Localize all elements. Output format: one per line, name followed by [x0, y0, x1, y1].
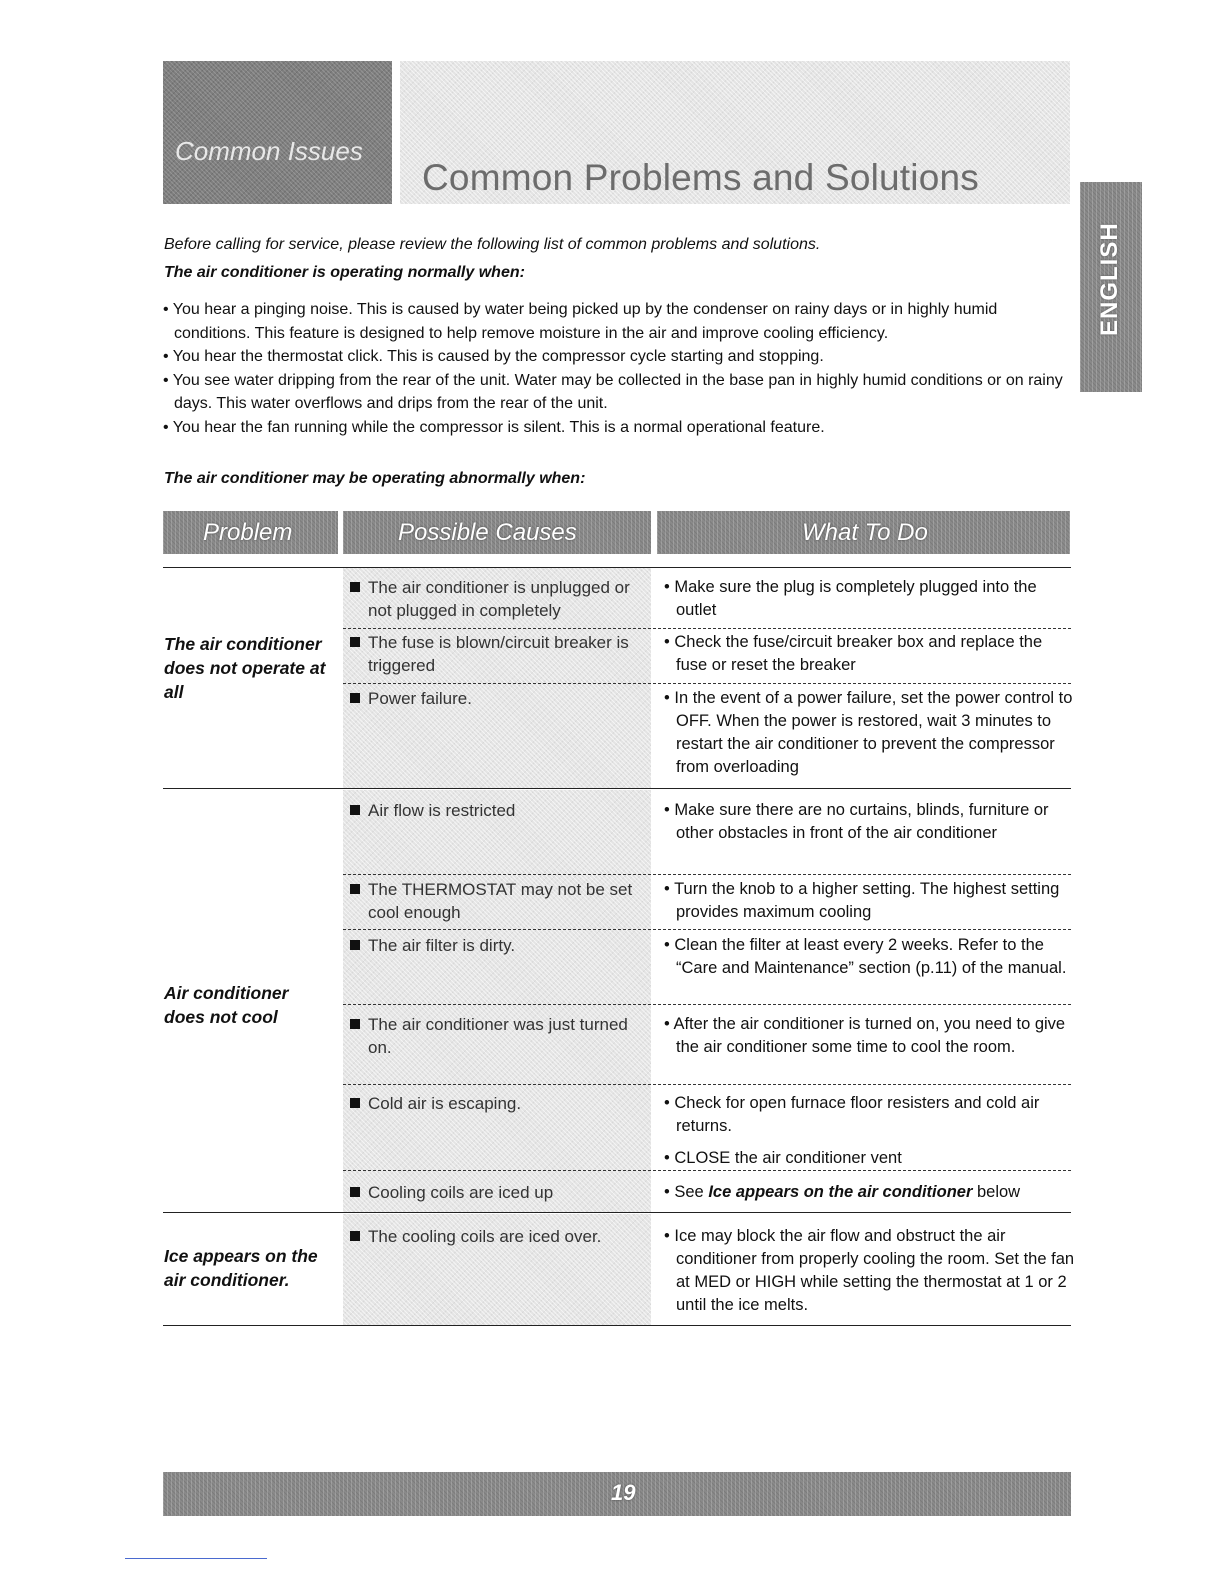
- cause-text: Power failure.: [368, 689, 472, 708]
- header-what-label: What To Do: [802, 519, 928, 546]
- fix-item: • Check the fuse/circuit breaker box and replace the fuse or reset the breaker: [664, 633, 1043, 674]
- bullet-square-icon: [350, 637, 360, 647]
- cause-item: [346, 631, 648, 677]
- row-divider: [343, 1004, 1071, 1005]
- cause-item: [346, 1092, 648, 1115]
- bullet-square-icon: [350, 582, 360, 592]
- cause-item: [346, 1225, 648, 1248]
- causes-column-bg: [343, 790, 651, 1212]
- bullet-square-icon: [350, 884, 360, 894]
- cause-text: Cooling coils are iced up: [368, 1183, 554, 1202]
- cause-item: [346, 878, 648, 924]
- fix-item: • Make sure the plug is completely plugged into the outlet: [664, 578, 1037, 619]
- header-causes-label: Possible Causes: [398, 519, 577, 546]
- row-divider: [343, 874, 1071, 875]
- cause-text: Cold air is escaping.: [368, 1094, 522, 1113]
- row-divider: [343, 929, 1071, 930]
- fix-item: • In the event of a power failure, set the power control to OFF. When the power is restored, wait 3 minutes to restart the air conditioner to prevent the compressor from overloading: [664, 689, 1073, 776]
- cause-text: The air filter is dirty.: [368, 936, 516, 955]
- page-number: 19: [611, 1480, 636, 1505]
- fix-item: • CLOSE the air conditioner vent: [664, 1149, 902, 1167]
- cause-text: The air conditioner was just turned on.: [368, 1015, 628, 1057]
- table-rule: [163, 1212, 1071, 1213]
- divider-line: [125, 1558, 267, 1559]
- table-rule: [163, 1325, 1071, 1326]
- section-label: Common Issues: [175, 136, 363, 166]
- problem-label: The air conditioner does not operate at all: [164, 634, 326, 702]
- header-causes: [343, 511, 651, 554]
- cause-item: [346, 576, 648, 622]
- fix-item: • Turn the knob to a higher setting. The highest setting provides maximum cooling: [664, 880, 1060, 921]
- list-item: • You hear the fan running while the compressor is silent. This is a normal operational feature.: [163, 418, 825, 436]
- fix-item: [664, 1181, 1076, 1204]
- cause-item: [346, 934, 648, 957]
- cause-text: The fuse is blown/circuit breaker is triggered: [368, 633, 629, 675]
- bullet-square-icon: [350, 805, 360, 815]
- row-divider: [343, 628, 1071, 629]
- fix-emphasis: Ice appears on the air conditioner: [708, 1183, 973, 1201]
- bullet-square-icon: [350, 1098, 360, 1108]
- list-item: • You see water dripping from the rear of the unit. Water may be collected in the base pan in highly humid conditions or on rainy days. This water overflows and drips from the rear of the unit.: [163, 371, 1063, 412]
- title-banner: [400, 61, 1070, 204]
- fix-item: • After the air conditioner is turned on, you need to give the air conditioner some time to cool the room.: [664, 1015, 1066, 1056]
- bullet-square-icon: [350, 1231, 360, 1241]
- cause-item: [346, 799, 648, 822]
- page-footer-bar: [163, 1472, 1071, 1516]
- row-divider: [343, 1084, 1071, 1085]
- problem-label: Air conditioner does not cool: [164, 983, 289, 1027]
- header-what-to-do: [657, 511, 1070, 554]
- page-title: Common Problems and Solutions: [422, 157, 979, 198]
- bullet-square-icon: [350, 1187, 360, 1197]
- problem-label: Ice appears on the air conditioner.: [164, 1246, 318, 1290]
- fix-item: • Clean the filter at least every 2 weeks. Refer to the “Care and Maintenance” section (p.11) of the manual.: [664, 936, 1067, 977]
- bullet-square-icon: [350, 940, 360, 950]
- list-item: • You hear the thermostat click. This is caused by the compressor cycle starting and stopping.: [163, 348, 824, 365]
- cause-text: Air flow is restricted: [368, 801, 516, 820]
- cause-text: The air conditioner is unplugged or not plugged in completely: [368, 578, 630, 620]
- fix-suffix: below: [972, 1183, 1021, 1201]
- header-problem: [163, 511, 338, 554]
- cause-item: [346, 1181, 648, 1204]
- cause-text: The THERMOSTAT may not be set cool enough: [368, 880, 633, 922]
- row-divider: [343, 1170, 1071, 1171]
- cause-item: [346, 1013, 648, 1059]
- fix-item: • Make sure there are no curtains, blinds, furniture or other obstacles in front of the air conditioner: [664, 801, 1049, 842]
- normal-heading: The air conditioner is operating normally when:: [164, 264, 525, 281]
- fix-prefix: • See: [664, 1183, 709, 1201]
- cause-item: [346, 687, 648, 710]
- abnormal-heading: The air conditioner may be operating abnormally when:: [164, 470, 586, 487]
- section-label-box: [163, 61, 392, 204]
- row-divider: [343, 683, 1071, 684]
- normal-list: [163, 298, 1068, 439]
- language-tab-label: ENGLISH: [1096, 222, 1123, 336]
- bullet-square-icon: [350, 693, 360, 703]
- bullet-square-icon: [350, 1019, 360, 1029]
- list-item: • You hear a pinging noise. This is caused by water being picked up by the condenser on rainy days or in highly humid conditions. This feature is designed to help remove moisture in the air and improve cooling efficiency.: [163, 301, 998, 342]
- language-tab: [1080, 182, 1142, 392]
- fix-item: • Ice may block the air flow and obstruct the air conditioner from properly cooling the room. Set the fan at MED or HIGH while setting the thermostat at 1 or 2 until the ice melts.: [664, 1227, 1075, 1314]
- cause-text: The cooling coils are iced over.: [368, 1227, 602, 1246]
- header-problem-label: Problem: [203, 519, 293, 546]
- intro-text: Before calling for service, please review the following list of common problems and solutions.: [164, 236, 821, 253]
- table-rule: [163, 788, 1071, 789]
- fix-item: • Check for open furnace floor resisters and cold air returns.: [664, 1094, 1040, 1135]
- table-rule: [163, 567, 1071, 568]
